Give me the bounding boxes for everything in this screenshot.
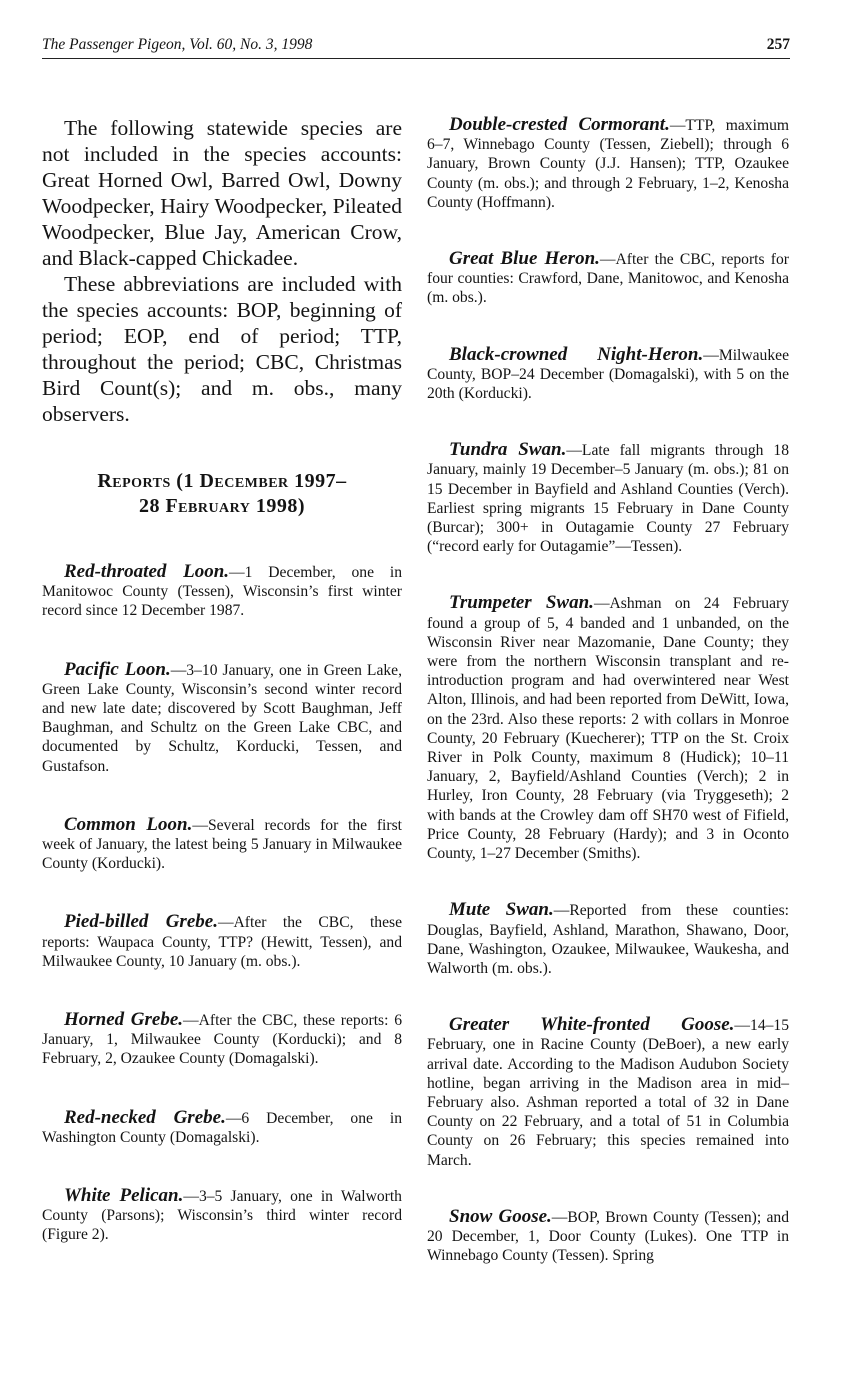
- species-entry: [42, 562, 402, 621]
- species-text: —14–15 February, one in Racine County (DeBoer), a new early arrival date. According to the Madison Audubon Society hotline, began arriving in the Madison area in mid–February also. Ashman reported a total of 32 in Dane County on 22 February, and a total of 51 in Columbia County on 26 February; this species remained into March.: [427, 1017, 789, 1169]
- section-heading: [42, 469, 402, 519]
- intro: [42, 115, 402, 427]
- species-text: —Milwaukee County, BOP–24 December (Domagalski), with 5 on the 20th (Korducki).: [427, 346, 789, 403]
- species-entry: [42, 1108, 402, 1147]
- species-text: —6 December, one in Washington County (Domagalski).: [42, 1109, 403, 1146]
- species-text: —Reported from these counties: Douglas, Bayfield, Ashland, Marathon, Shawano, Door, Dane, Washington, Ozaukee, Milwaukee, Waukesha, and Walworth (m. obs.).: [427, 902, 789, 977]
- species-entry: [42, 660, 402, 776]
- species-text: —Late fall migrants through 18 January, mainly 19 December–5 January (m. obs.); 81 on 15 December in Bayfield and Ashland Counties (Verch). Earliest spring migrants 15 February in Dane County (Burcar); 300+ in Outagamie County 27 February (“record early for Outagamie”—Tessen).: [427, 442, 789, 556]
- species-name: Black-crowned Night-Heron.: [449, 343, 704, 365]
- species-name: Red-throated Loon.: [64, 561, 230, 582]
- species-name: Double-crested Cormorant.: [449, 114, 670, 135]
- species-entry: [42, 1186, 402, 1245]
- species-entry: [42, 815, 402, 874]
- species-name: Pied-billed Grebe.: [64, 911, 218, 933]
- species-name: Red-necked Grebe.: [64, 1106, 226, 1128]
- intro-paragraph: The following statewide species are not included in the species accounts: Great Horned Owl, Barred Owl, Downy Woodpecker, Hairy Woodpecker, Pileated Woodpecker, Blue Jay, American Crow, and Black-capped Chickadee.: [42, 116, 402, 270]
- page-header: [42, 36, 790, 59]
- species-entry: [427, 115, 789, 212]
- species-name: Great Blue Heron.: [449, 248, 600, 270]
- species-entry: [427, 1207, 789, 1266]
- running-head: The Passenger Pigeon, Vol. 60, No. 3, 1998: [42, 36, 313, 53]
- species-text: —3–5 January, one in Walworth County (Parsons); Wisconsin’s third winter record (Figure 2).: [42, 1188, 402, 1244]
- species-entry: [42, 1010, 402, 1069]
- species-entry: [427, 440, 789, 556]
- section-heading-line: 28 February 1998): [138, 495, 306, 517]
- species-name: Trumpeter Swan.: [449, 592, 594, 614]
- species-entry: [427, 900, 789, 978]
- species-text: —1 December, one in Manitowoc County (Tessen), Wisconsin’s first winter record since 12 December 1987.: [42, 564, 402, 620]
- species-text: —Several records for the first week of January, the latest being 5 January in Milwaukee County (Korducki).: [42, 816, 402, 873]
- species-text: —TTP, maximum 6–7, Winnebago County (Tessen, Ziebell); through 6 January, Brown County (J.J. Hansen); TTP, Ozaukee County (m. obs.); and through 2 February, 1–2, Kenosha County (Hoffmann).: [427, 117, 789, 211]
- species-entry: [42, 912, 402, 971]
- species-text: —3–10 January, one in Green Lake, Green Lake County, Wisconsin’s second winter record and new late date; discovered by Scott Baughman, Jeff Baughman, and Schultz on the Green Lake CBC, and documented by Schultz, Korducki, Tessen, and Gustafson.: [42, 661, 402, 775]
- right-column: [427, 115, 789, 1265]
- species-entry: [427, 249, 789, 308]
- species-name: Tundra Swan.: [449, 439, 567, 461]
- page-number: 257: [766, 36, 790, 53]
- species-text: —BOP, Brown County (Tessen); and 20 December, 1, Door County (Lukes). One TTP in Winnebago County (Tessen). Spring: [427, 1208, 789, 1265]
- species-entry: [427, 1015, 789, 1170]
- species-name: Common Loon.: [64, 813, 193, 835]
- intro-paragraph: These abbreviations are included with the species accounts: BOP, beginning of period; EOP, end of period; TTP, throughout the period; CBC, Christmas Bird Count(s); and m. obs., many observers.: [42, 272, 402, 426]
- species-text: —After the CBC, reports for four counties: Crawford, Dane, Manitowoc, and Kenosha (m. obs.).: [427, 251, 789, 307]
- species-entry: [427, 345, 789, 404]
- species-text: —After the CBC, these reports: Waupaca County, TTP? (Hewitt, Tessen), and Milwaukee County, 10 January (m. obs.).: [42, 914, 402, 970]
- species-entry: [427, 593, 789, 863]
- species-text: —After the CBC, these reports: 6 January, 1, Milwaukee County (Korducki); and 8 February, 2, Ozaukee County (Domagalski).: [42, 1012, 402, 1068]
- species-name: Mute Swan.: [449, 899, 554, 921]
- species-name: Snow Goose.: [449, 1205, 552, 1227]
- species-text: —Ashman on 24 February found a group of 5, 4 banded and 1 unbanded, on the Wisconsin River near Mazomanie, Dane County; they were from the northern Wisconsin transplant and re-introduction program and had overwintered near West Alton, Illinois, and had been reported from DeWitt, Iowa, on the 23rd. Also these reports: 2 with collars in Monroe County, 20 February (Kuecherer); TTP on the St. Croix River in Polk County, maximum 8 (Hudick); 10–11 January, 2, Bayfield/Ashland Counties (Verch); 2 in Hurley, Iron County, 28 February (via Tryggeseth); 2 with bands at the Crowley dam off SH70 west of Fifield, Price County, 28 February (Hardy); and 3 in Oconto County, 1–27 December (Smiths).: [427, 595, 789, 863]
- species-name: Greater White-fronted Goose.: [449, 1014, 735, 1036]
- species-name: Horned Grebe.: [64, 1009, 184, 1031]
- left-column: [42, 115, 402, 1245]
- species-name: Pacific Loon.: [64, 658, 171, 680]
- species-name: White Pelican.: [64, 1185, 184, 1207]
- section-heading-line: Reports (1 December 1997–: [97, 470, 347, 492]
